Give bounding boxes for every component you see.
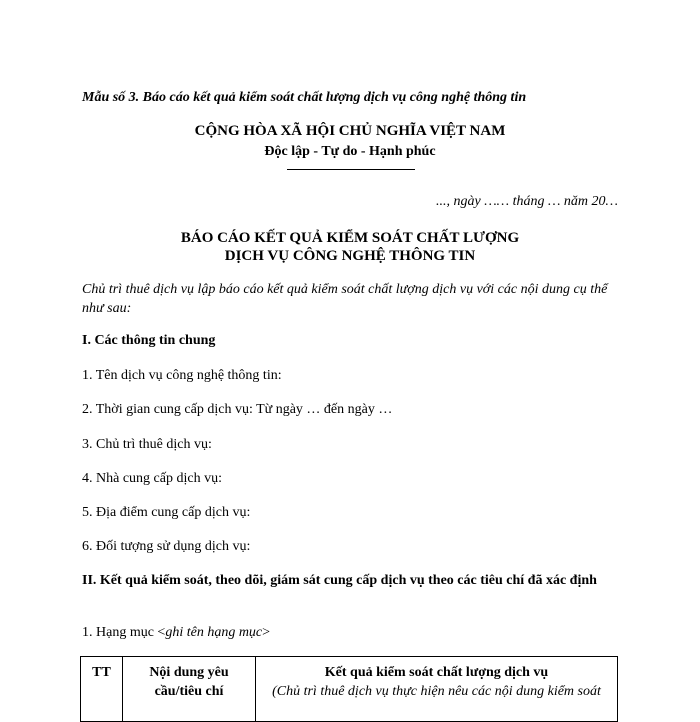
date-line: ..., ngày …… tháng … năm 20… [435,194,618,209]
header-result-note: (Chủ trì thuê dịch vụ thực hiện nêu các nội dung kiểm soát [272,684,601,699]
section-1-heading: I. Các thông tin chung [82,333,216,348]
header-result-title: Kết quả kiểm soát chất lượng dịch vụ [324,665,549,680]
general-info-item-location: 5. Địa điểm cung cấp dịch vụ: [82,505,251,520]
general-info-item-service-period: 2. Thời gian cung cấp dịch vụ: Từ ngày … đến ngày … [82,402,393,417]
general-info-item-service-name: 1. Tên dịch vụ công nghệ thông tin: [82,368,282,383]
header-result [256,657,618,722]
report-title-line-1: BÁO CÁO KẾT QUẢ KIỂM SOÁT CHẤT LƯỢNG [180,230,520,246]
category-prefix: 1. Hạng mục < [82,625,166,640]
general-info-item-lessee: 3. Chủ trì thuê dịch vụ: [82,437,212,452]
section-2-heading: II. Kết quả kiểm soát, theo dõi, giám sát cung cấp dịch vụ theo các tiêu chí đã xác định [82,573,597,588]
results-table [80,656,618,722]
form-label: Mẫu số 3. Báo cáo kết quả kiểm soát chất lượng dịch vụ công nghệ thông tin [82,90,527,105]
general-info-item-provider: 4. Nhà cung cấp dịch vụ: [82,471,222,486]
intro-paragraph: Chủ trì thuê dịch vụ lập báo cáo kết quả kiểm soát chất lượng dịch vụ với các nội dung cụ thể như sau: [82,282,608,316]
header-tt: TT [81,657,123,722]
table-header-row [81,657,618,722]
motto-underline [287,169,415,170]
header-content: Nội dung yêu cầu/tiêu chí [123,657,256,722]
category-suffix: > [262,625,271,640]
nation-heading: CỘNG HÒA XÃ HỘI CHỦ NGHĨA VIỆT NAM [194,123,506,139]
motto: Độc lập - Tự do - Hạnh phúc [264,144,436,159]
category-line [82,624,270,642]
report-title-line-2: DỊCH VỤ CÔNG NGHỆ THÔNG TIN [224,248,476,264]
general-info-item-users: 6. Đối tượng sử dụng dịch vụ: [82,539,251,554]
category-placeholder: ghi tên hạng mục [165,625,263,640]
